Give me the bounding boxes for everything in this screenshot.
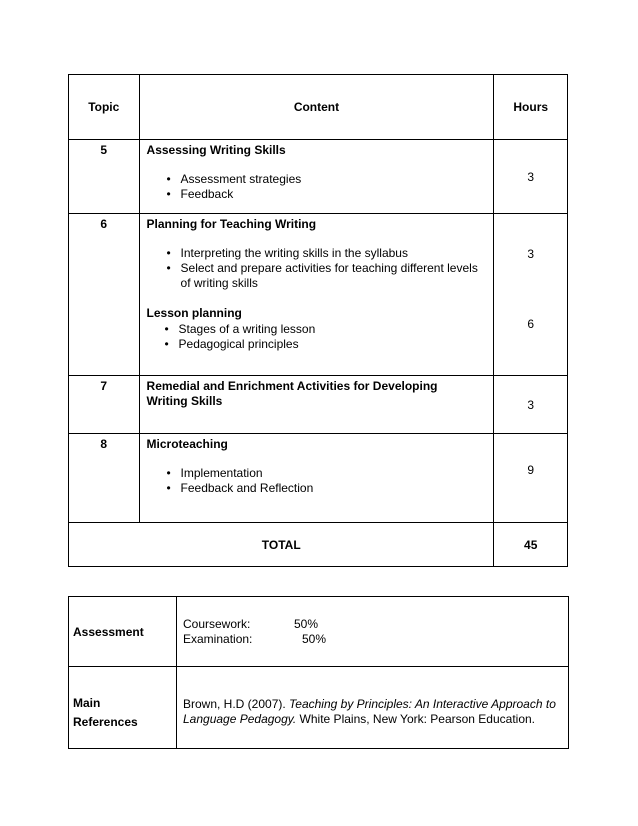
list-item: • Feedback and Reflection — [147, 481, 486, 496]
reference-title: Teaching by Principles: An Interactive Approach to Language Pedagogy. — [183, 696, 556, 726]
assessment-detail — [177, 597, 569, 667]
topic-title: Planning for Teaching Writing — [146, 217, 317, 231]
hours-value: 3 — [527, 247, 535, 261]
list-item: • Interpreting the writing skills in the syllabus — [147, 246, 486, 261]
hours-cell — [494, 214, 568, 376]
assessment-label: Assessment — [69, 597, 177, 667]
header-row — [69, 75, 568, 140]
table-row — [69, 376, 568, 434]
table-row — [69, 140, 568, 214]
bullet-list — [147, 322, 486, 352]
total-label: TOTAL — [69, 523, 494, 567]
hours-value: 9 — [527, 463, 535, 477]
references-label — [69, 667, 177, 749]
topic-title: Assessing Writing Skills — [146, 143, 286, 157]
bullet-list — [147, 246, 486, 291]
hours-value: 3 — [494, 376, 568, 434]
list-item: • Feedback — [147, 187, 486, 202]
bullet-list — [147, 172, 486, 202]
examination-line — [183, 632, 568, 647]
content-cell — [139, 434, 494, 523]
examination-label: Examination: — [183, 631, 253, 646]
topic-number: 7 — [69, 376, 140, 434]
total-value: 45 — [494, 523, 568, 567]
assessment-row — [69, 597, 569, 667]
table-row — [69, 214, 568, 376]
coursework-label: Coursework: — [183, 616, 251, 631]
content-cell — [139, 140, 494, 214]
list-item: • Stages of a writing lesson — [147, 322, 486, 337]
hours-value: 6 — [527, 317, 535, 331]
reference-text — [177, 667, 569, 749]
topic-number: 8 — [69, 434, 140, 523]
course-content-table — [68, 74, 568, 567]
reference-publisher: White Plains, New York: Pearson Education. — [296, 711, 536, 726]
examination-value: 50% — [301, 631, 326, 646]
list-item: • Implementation — [147, 466, 486, 481]
content-header: Content — [139, 75, 494, 140]
coursework-value: 50% — [293, 616, 318, 631]
reference-author: Brown, H.D (2007). — [183, 696, 290, 711]
topic-title: Microteaching — [146, 437, 228, 451]
table-row — [69, 434, 568, 523]
hours-cell — [494, 434, 568, 523]
topic-title: Remedial and Enrichment Activities for Developing Writing Skills — [146, 379, 438, 408]
assessment-table — [68, 596, 569, 749]
references-row — [69, 667, 569, 749]
hours-value: 3 — [494, 140, 568, 214]
content-cell — [139, 376, 494, 434]
topic-number: 5 — [69, 140, 140, 214]
bullet-list — [147, 466, 486, 496]
coursework-line — [183, 617, 568, 632]
list-item: • Assessment strategies — [147, 172, 486, 187]
content-cell — [139, 214, 494, 376]
topic-header: Topic — [69, 75, 140, 140]
topic-number: 6 — [69, 214, 140, 376]
references-label-line: References — [73, 714, 138, 729]
list-item: • Pedagogical principles — [147, 337, 486, 352]
references-label-line: Main — [73, 695, 101, 710]
total-row — [69, 523, 568, 567]
hours-header: Hours — [494, 75, 568, 140]
subtopic-title: Lesson planning — [146, 306, 242, 320]
list-item: • Select and prepare activities for teaching different levels of writing skills — [147, 261, 486, 291]
